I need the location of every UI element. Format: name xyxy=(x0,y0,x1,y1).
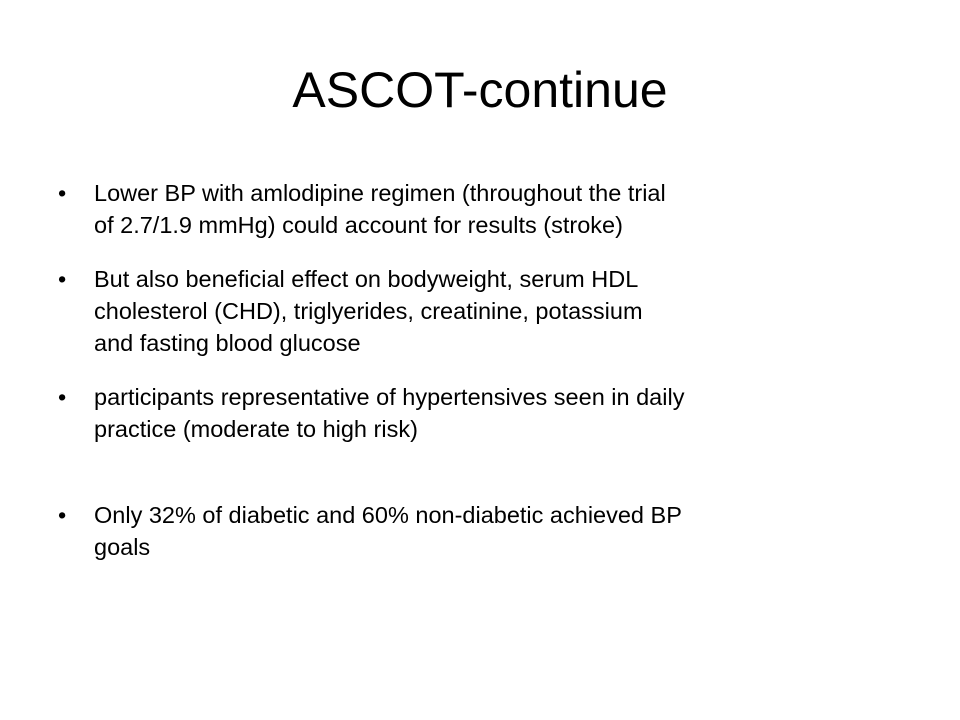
bullet-item xyxy=(58,177,918,241)
bullet-list xyxy=(58,177,918,563)
bullet-item xyxy=(58,263,918,359)
bullet-line: goals xyxy=(94,534,151,560)
bullet-line: of 2.7/1.9 mmHg) could account for results (stroke) xyxy=(94,212,623,238)
bullet-dot-icon: • xyxy=(58,502,67,528)
bullet-item xyxy=(58,499,918,563)
bullet-dot-icon: • xyxy=(58,266,67,292)
bullet-dot-icon: • xyxy=(58,384,67,410)
slide-title: ASCOT-continue xyxy=(292,62,668,118)
bullet-line: participants representative of hypertensives seen in daily xyxy=(94,384,685,410)
bullet-line: Only 32% of diabetic and 60% non-diabetic achieved BP xyxy=(94,502,682,528)
bullet-line: But also beneficial effect on bodyweight, serum HDL xyxy=(94,266,639,292)
bullet-line: Lower BP with amlodipine regimen (throughout the trial xyxy=(94,180,666,206)
bullet-item xyxy=(58,381,918,445)
bullet-dot-icon: • xyxy=(58,180,67,206)
bullet-line: and fasting blood glucose xyxy=(94,330,361,356)
bullet-line: cholesterol (CHD), triglyerides, creatinine, potassium xyxy=(94,298,643,324)
bullet-line: practice (moderate to high risk) xyxy=(94,416,418,442)
